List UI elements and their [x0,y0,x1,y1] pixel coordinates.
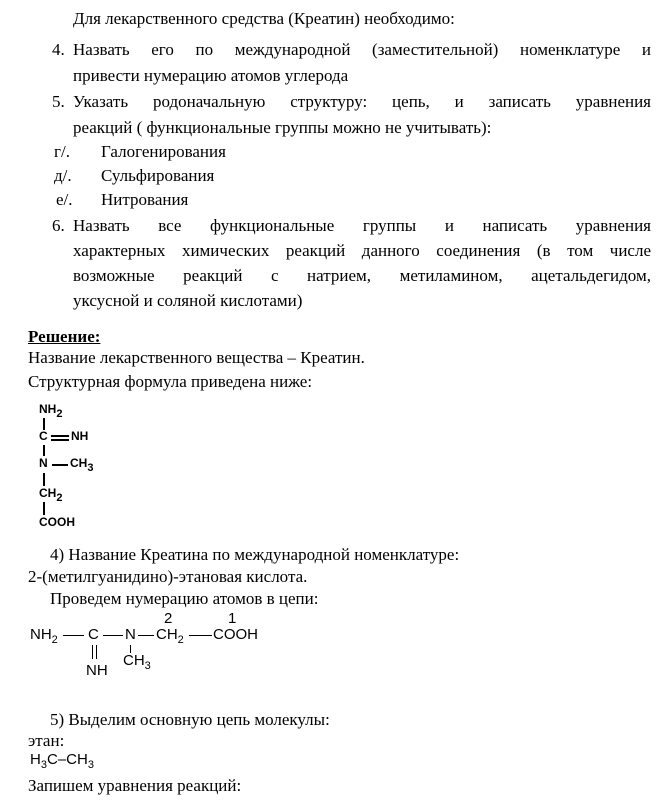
formula-cooh: COOH [39,515,75,529]
bond-vertical [43,502,45,515]
structure-line: Структурная формула приведена ниже: [28,372,313,391]
formula-c: C [39,429,48,443]
item-number-6: 6. [52,216,65,235]
formula-c-nh: NH [71,429,89,443]
chain-formula [26,608,286,688]
carbon-number-1: 1 [228,610,237,627]
subitem-text-e: Нитрования [101,190,189,209]
chain-double-bond-right [96,645,97,659]
chain-ch2: $CH_2$ [156,626,184,646]
chain-double-bond-left [92,645,93,659]
step5-title: 5) Выделим основную цепь молекулы: [50,710,330,729]
chain-n: N [125,626,136,643]
item-6-line4: уксусной и соляной кислотами) [73,291,303,310]
item-5-line1: Указать родоначальную структуру: цепь, и записать уравнения [73,92,651,111]
chain-bond [63,635,84,636]
chain-c: C [88,626,99,643]
step4-title: 4) Название Креатина по международной номенклатуре: [50,545,460,564]
item-4-line2: привести нумерацию атомов углерода [73,66,349,85]
bond-vertical [43,473,45,486]
bond-vertical [43,445,45,456]
chain-bond [138,635,154,636]
formula-n: N [39,456,48,470]
item-number-4: 4. [52,40,65,59]
item-6-line1: Назвать все функциональные группы и написать уравнения [73,216,651,235]
item-4-line1: Назвать его по международной (заместительной) номенклатуре и [73,40,651,59]
item-5-line2: реакций ( функциональные группы можно не учитывать): [73,118,492,137]
vertical-structural-formula [30,400,120,538]
formula-ch3: $CH_3$ [70,456,94,474]
chain-ch3: $CH_3$ [123,652,151,672]
numbering-line: Проведем нумерацию атомов в цепи: [50,589,319,608]
chain-nh2: $NH_2$ [30,626,58,646]
item-number-5: 5. [52,92,65,111]
chain-nh: NH [86,662,108,679]
chain-bond [103,635,123,636]
ethane-label: этан: [28,731,65,750]
chain-cooh: COOH [213,626,258,643]
ethane-formula: $H_3C-CH_3$ [30,751,94,771]
formula-ch2: $CH_2$ [39,486,63,504]
task-intro: Для лекарственного средства (Креатин) необходимо: [73,9,455,28]
double-bond-bottom [51,439,69,441]
reactions-line: Запишем уравнения реакций: [28,776,242,795]
item-6-line3: возможные реакций с натрием, метиламином, ацетальдегидом, [73,266,651,285]
solution-heading: Решение: [28,327,101,346]
carbon-number-2: 2 [164,610,173,627]
bond-horizontal [52,464,68,466]
subitem-letter-g: г/. [54,142,70,161]
subitem-text-d: Сульфирования [101,166,215,185]
drug-name-line: Название лекарственного вещества – Креатин. [28,348,365,367]
subitem-letter-d: д/. [54,166,72,185]
chain-bond [189,635,212,636]
iupac-name: 2-(метилгуанидино)-этановая кислота. [28,567,308,586]
subitem-text-g: Галогенирования [101,142,226,161]
formula-nh2-top: $NH_2$ [39,402,63,420]
item-6-line2: характерных химических реакций данного соединения (в том числе [73,241,651,260]
subitem-letter-e: е/. [56,190,73,209]
double-bond-top [51,435,69,437]
